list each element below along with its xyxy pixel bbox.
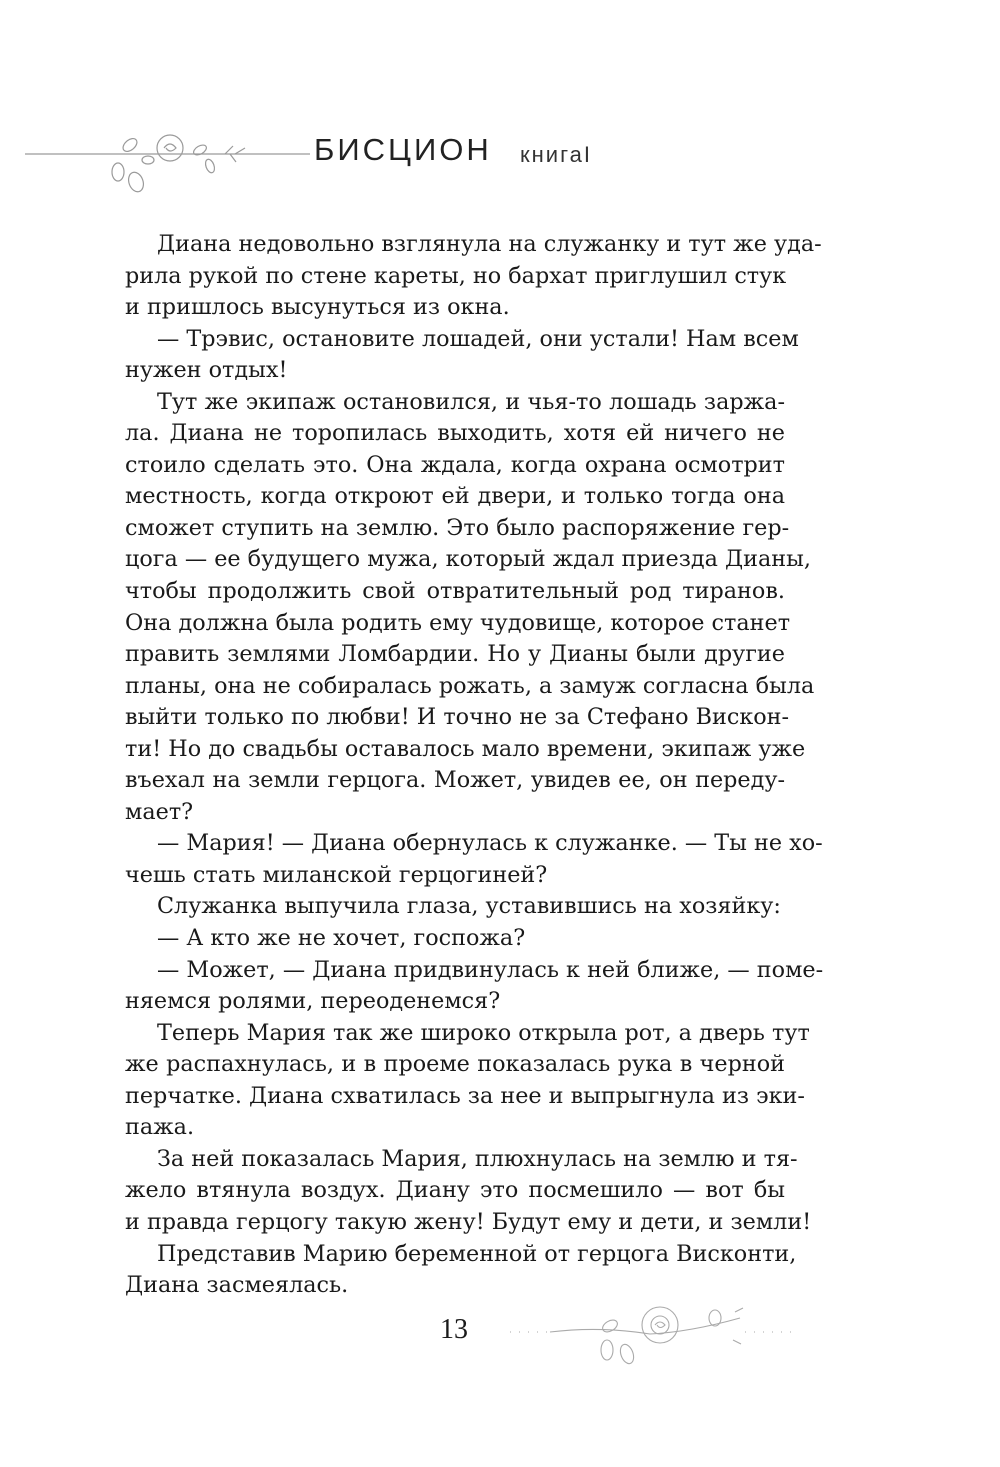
- text-line: жело втянула воздух. Диану это посмешило — вот бы: [125, 1177, 785, 1204]
- text-line: и пришлось высунуться из окна.: [125, 294, 510, 321]
- text-line: — А кто же не хочет, госпожа?: [157, 925, 526, 952]
- text-line: — Может, — Диана придвинулась к ней ближе, — поме-: [157, 956, 824, 983]
- text-line: За ней показалась Мария, плюхнулась на землю и тя-: [157, 1145, 798, 1172]
- text-line: перчатке. Диана схватилась за нее и выпрыгнула из эки-: [125, 1082, 805, 1109]
- text-line: выйти только по любви! И точно не за Стефано Вискон-: [125, 704, 790, 731]
- text-line: ла. Диана не торопилась выходить, хотя ей ничего не: [125, 420, 785, 447]
- page-number: 13: [440, 1314, 468, 1345]
- text-line: Представив Марию беременной от герцога Висконти,: [157, 1240, 797, 1267]
- text-line: нужен отдых!: [125, 357, 288, 384]
- body-text: [125, 229, 824, 1302]
- text-line: сможет ступить на землю. Это было распоряжение гер-: [125, 514, 790, 541]
- text-line: мает?: [125, 798, 194, 825]
- text-line: цога — ее будущего мужа, который ждал приезда Дианы,: [125, 546, 811, 573]
- text-line: рила рукой по стене кареты, но бархат приглушил стук: [125, 262, 787, 289]
- book-title: БИСЦИОН: [314, 132, 492, 167]
- text-line: Диана недовольно взглянула на служанку и тут же уда-: [157, 231, 822, 257]
- text-line: пажа.: [125, 1114, 195, 1141]
- text-line: же распахнулась, и в проеме показалась рука в черной: [125, 1051, 785, 1078]
- text-line: въехал на земли герцога. Может, увидев ее, он переду-: [125, 767, 785, 794]
- text-line: чтобы продолжить свой отвратительный род тиранов.: [125, 578, 785, 605]
- text-line: Служанка выпучила глаза, уставившись на хозяйку:: [157, 893, 781, 920]
- text-line: няемся ролями, переоденемся?: [125, 988, 501, 1015]
- text-line: Диана засмеялась.: [125, 1272, 349, 1299]
- book-subtitle: книгаI: [520, 142, 592, 167]
- text-line: чешь стать миланской герцогиней?: [125, 861, 548, 888]
- text-line: — Мария! — Диана обернулась к служанке. — Ты не хо-: [157, 830, 823, 857]
- text-line: местность, когда откроют ей двери, и только тогда она: [125, 483, 785, 510]
- text-line: Теперь Мария так же широко открыла рот, а дверь тут: [157, 1019, 810, 1046]
- text-line: стоило сделать это. Она ждала, когда охрана осмотрит: [125, 451, 785, 478]
- rose-ornament-icon: [505, 1290, 795, 1370]
- text-line: ти! Но до свадьбы оставалось мало времени, экипаж уже: [125, 735, 806, 762]
- text-line: Она должна была родить ему чудовище, которое станет: [125, 609, 791, 636]
- text-line: планы, она не собиралась рожать, а замуж согласна была: [125, 672, 815, 699]
- text-line: править землями Ломбардии. Но у Дианы были другие: [125, 641, 785, 668]
- rose-ornament-icon: [0, 120, 320, 200]
- text-line: и правда герцогу такую жену! Будут ему и дети, и земли!: [125, 1208, 812, 1235]
- text-line: Тут же экипаж остановился, и чья-то лошадь заржа-: [157, 388, 785, 415]
- text-line: — Трэвис, остановите лошадей, они устали! Нам всем: [157, 325, 799, 352]
